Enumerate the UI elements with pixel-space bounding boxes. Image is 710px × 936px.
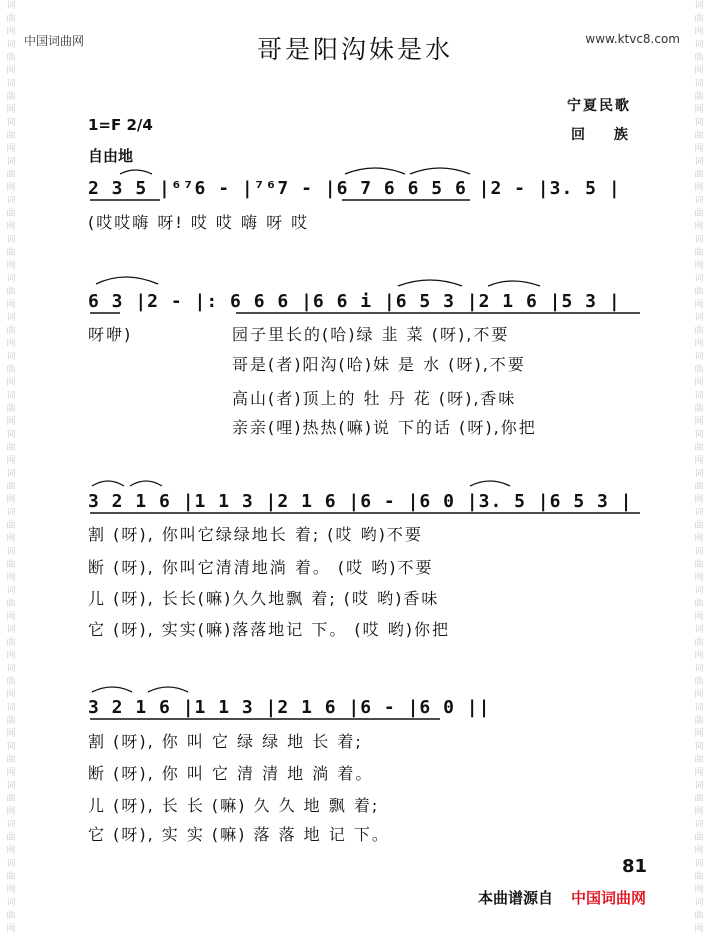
lyric-4-1: 割 (呀), 你 叫 它 绿 绿 地 长 着;	[88, 732, 363, 751]
source-line	[478, 887, 646, 908]
notation-line-1: 2 3 5 |⁶⁷6 - |⁷⁶7 - |6 7 6 6 5 6 |2 - |3. 5 |	[88, 178, 621, 199]
watermark-right	[692, 0, 706, 936]
watermark-text: 词曲网	[694, 703, 704, 739]
lyric-3-3: 儿 (呀), 长长(嘛)久久地飘 着; (哎 哟)香味	[88, 589, 440, 608]
watermark-text: 词曲网	[6, 274, 16, 310]
watermark-text: 词曲网	[694, 586, 704, 622]
watermark-text: 词曲网	[694, 196, 704, 232]
watermark-text: 词曲网	[6, 430, 16, 466]
watermark-text: 词曲网	[6, 157, 16, 193]
verse-lyric-1: 园子里长的(哈)绿 韭 菜 (呀),不要	[232, 325, 510, 344]
watermark-text: 词曲网	[694, 742, 704, 778]
source-brand-link[interactable]: 中国词曲网	[571, 889, 647, 907]
page-number: 81	[622, 856, 648, 877]
watermark-text: 词曲网	[6, 586, 16, 622]
watermark-text: 词曲网	[694, 118, 704, 154]
slur	[120, 170, 152, 174]
slur	[92, 481, 124, 486]
watermark-text: 词曲网	[6, 703, 16, 739]
notation-line-2: 6 3 |2 - |: 6 6 6 |6 6 i |6 5 3 |2 1 6 |5 3 |	[88, 291, 621, 312]
lyric-3-4: 它 (呀), 实实(嘛)落落地记 下。 (哎 哟)你把	[88, 620, 450, 639]
lyric-3-1: 割 (呀), 你叫它绿绿地长 着; (哎 哟)不要	[88, 525, 423, 544]
watermark-text: 词曲网	[694, 547, 704, 583]
watermark-text: 词曲网	[694, 430, 704, 466]
watermark-text: 词曲网	[6, 196, 16, 232]
lyric-intro-2: 呀咿)	[88, 325, 133, 344]
source-label: 本曲谱源自	[478, 889, 554, 907]
lyric-4-2: 断 (呀), 你 叫 它 清 清 地 淌 着。	[88, 764, 374, 783]
watermark-text: 词曲网	[694, 40, 704, 76]
song-title: 哥是阳沟妹是水	[256, 35, 453, 64]
watermark-text: 词曲网	[694, 391, 704, 427]
verse-lyric-2: 哥是(者)阳沟(哈)妹 是 水 (呀),不要	[232, 355, 526, 374]
slur	[470, 481, 510, 486]
verse-lyric-3: 高山(者)顶上的 牡 丹 花 (呀),香味	[232, 389, 517, 408]
site-url: www.ktvc8.com	[585, 32, 680, 46]
watermark-text: 词曲网	[6, 313, 16, 349]
watermark-text: 词曲网	[694, 79, 704, 115]
slur	[148, 687, 188, 692]
lyric-3-2: 断 (呀), 你叫它清清地淌 着。 (哎 哟)不要	[88, 558, 434, 577]
lyric-4-4: 它 (呀), 实 实 (嘛) 落 落 地 记 下。	[88, 825, 390, 844]
watermark-text: 词曲网	[694, 274, 704, 310]
watermark-text: 词曲网	[6, 118, 16, 154]
watermark-text: 词曲网	[694, 781, 704, 817]
watermark-text: 词曲网	[6, 352, 16, 388]
slur	[130, 481, 162, 486]
watermark-text: 词曲网	[694, 352, 704, 388]
watermark-text: 词曲网	[694, 859, 704, 895]
watermark-text: 词曲网	[694, 469, 704, 505]
slur	[488, 281, 540, 286]
watermark-text: 词曲网	[694, 664, 704, 700]
slur	[345, 168, 405, 174]
watermark-left	[4, 0, 18, 936]
watermark-text: 词曲网	[694, 898, 704, 934]
watermark-text: 词曲网	[6, 664, 16, 700]
watermark-text: 词曲网	[6, 391, 16, 427]
watermark-text: 词曲网	[6, 547, 16, 583]
verse-lyric-4: 亲亲(哩)热热(嘛)说 下的话 (呀),你把	[232, 418, 537, 437]
watermark-text: 词曲网	[6, 508, 16, 544]
watermark-text: 词曲网	[6, 820, 16, 856]
lyric-line-1: (哎哎嗨 呀! 哎 哎 嗨 呀 哎	[88, 213, 310, 232]
slur	[410, 168, 470, 174]
watermark-text: 词曲网	[6, 469, 16, 505]
watermark-text: 词曲网	[694, 157, 704, 193]
notation-line-4: 3 2 1 6 |1 1 3 |2 1 6 |6 - |6 0 ||	[88, 697, 491, 718]
watermark-text: 词曲网	[6, 625, 16, 661]
watermark-text: 词曲网	[6, 898, 16, 934]
watermark-text: 词曲网	[6, 742, 16, 778]
watermark-text: 词曲网	[6, 859, 16, 895]
slur	[92, 687, 132, 692]
ethnic-group: 回 族	[571, 127, 640, 143]
notation-line-3: 3 2 1 6 |1 1 3 |2 1 6 |6 - |6 0 |3. 5 |6 5 3 |	[88, 491, 633, 512]
key-signature: 1=F 2/4	[88, 116, 153, 134]
slur	[96, 277, 158, 284]
watermark-text: 词曲网	[694, 313, 704, 349]
song-origin: 宁夏民歌	[567, 98, 631, 114]
watermark-text: 词曲网	[6, 781, 16, 817]
watermark-text: 词曲网	[694, 820, 704, 856]
watermark-text: 词曲网	[6, 1, 16, 37]
site-name: 中国词曲网	[24, 34, 85, 48]
watermark-text: 词曲网	[694, 508, 704, 544]
lyric-4-3: 儿 (呀), 长 长 (嘛) 久 久 地 飘 着;	[88, 796, 380, 815]
watermark-text: 词曲网	[694, 235, 704, 271]
watermark-text: 词曲网	[6, 79, 16, 115]
watermark-text: 词曲网	[6, 40, 16, 76]
watermark-text: 词曲网	[6, 235, 16, 271]
tempo-marking: 自由地	[88, 147, 134, 165]
watermark-text: 词曲网	[694, 1, 704, 37]
slur	[398, 280, 462, 286]
watermark-text: 词曲网	[694, 625, 704, 661]
